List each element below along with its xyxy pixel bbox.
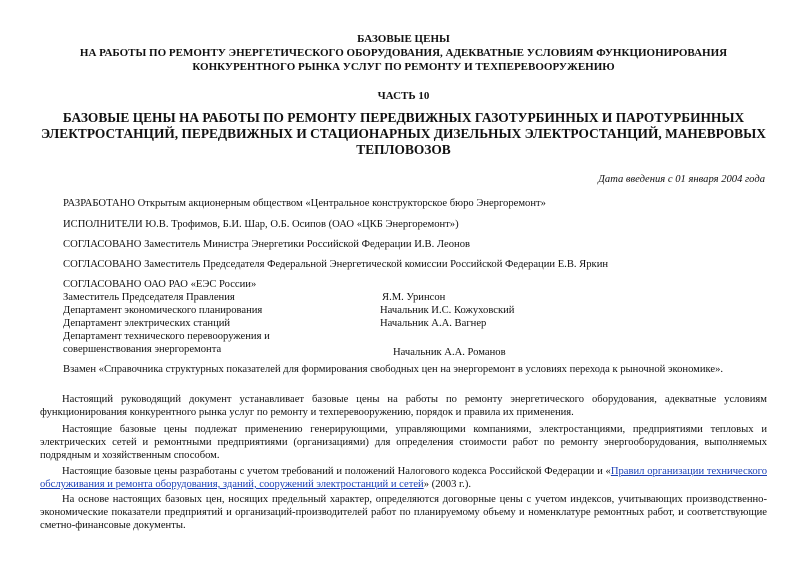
header-line-3: КОНКУРЕНТНОГО РЫНКА УСЛУГ ПО РЕМОНТУ И ТЕХПЕРЕВООРУЖЕНИЮ xyxy=(192,61,615,73)
signatory-role: Департамент электрических станций xyxy=(63,318,231,329)
agreed-fec: СОГЛАСОВАНО Заместитель Председателя Федеральной Энергетической комиссии Российской Федерации Е.В. Яркин xyxy=(63,259,609,270)
title-line-1: БАЗОВЫЕ ЦЕНЫ НА РАБОТЫ ПО РЕМОНТУ ПЕРЕДВИЖНЫХ ГАЗОТУРБИННЫХ И ПАРОТУРБИННЫХ xyxy=(62,110,745,125)
body-paragraph-3: Настоящие базовые цены разработаны с учетом требований и положений Налогового кодекса Российской Федерации и «Правил организации технического обслуживания и ремонта оборудования, зданий, сооружений электростанций и сетей» (2003 г.). xyxy=(40,466,767,490)
body-paragraph-4: На основе настоящих базовых цен, носящих предельный характер, определяются договорные цены с учетом индексов, учитывающих производственно-экономические показатели предприятий и организаций-производителей работ по планируемому объему и номенклатуре ремонтных работ, и соответствующие сметно-финансовые документы. xyxy=(40,494,767,531)
header-line-1: БАЗОВЫЕ ЦЕНЫ xyxy=(357,33,450,45)
introduction-date: Дата введения с 01 января 2004 года xyxy=(598,174,765,185)
signatory-role: Департамент технического перевооружения и xyxy=(63,331,270,342)
signatory-name: Начальник И.С. Кожуховский xyxy=(380,305,515,316)
agreed-rao: СОГЛАСОВАНО ОАО РАО «ЕЭС России» xyxy=(63,279,257,290)
agreed-ministry: СОГЛАСОВАНО Заместитель Министра Энергетики Российской Федерации И.В. Леонов xyxy=(63,239,470,250)
signatory-role: Департамент экономического планирования xyxy=(63,305,263,316)
title-line-2: ЭЛЕКТРОСТАНЦИЙ, ПЕРЕДВИЖНЫХ И СТАЦИОНАРНЫХ ДИЗЕЛЬНЫХ ЭЛЕКТРОСТАНЦИЙ, МАНЕВРОВЫХ xyxy=(41,126,766,141)
signatory-role: Заместитель Председателя Правления xyxy=(63,292,235,303)
body-paragraph-1: Настоящий руководящий документ устанавливает базовые цены на работы по ремонту энергетического оборудования, адекватные условиям функционирования конкурентного рынка услуг по ремонту и техперевооружению, порядок и правила их применения. xyxy=(40,394,767,418)
body-paragraph-2: Настоящие базовые цены подлежат применению генерирующими, управляющими компаниями, электростанциями, предприятиями тепловых и электрических сетей и ремонтными предприятиями (организациями) для определения стоимости работ по ремонту энергооборудования, выполняемых подрядным и хозяйственным способом. xyxy=(40,424,767,461)
part-number: ЧАСТЬ 10 xyxy=(377,90,430,102)
executors: ИСПОЛНИТЕЛИ Ю.В. Трофимов, Б.И. Шар, О.Б. Осипов (ОАО «ЦКБ Энергоремонт») xyxy=(63,219,459,230)
signatory-name: Начальник А.А. Романов xyxy=(393,347,506,358)
document-title xyxy=(40,110,767,158)
title-line-3: ТЕПЛОВОЗОВ xyxy=(356,142,451,157)
developed-by: РАЗРАБОТАНО Открытым акционерным обществом «Центральное конструкторское бюро Энергоремонт» xyxy=(63,198,546,209)
header-line-2: НА РАБОТЫ ПО РЕМОНТУ ЭНЕРГЕТИЧЕСКОГО ОБОРУДОВАНИЯ, АДЕКВАТНЫЕ УСЛОВИЯМ ФУНКЦИОНИРОВАНИЯ xyxy=(79,47,728,59)
rules-link[interactable]: Правил организации технического обслуживания и ремонта оборудования, зданий, сооружений электростанций и сетей xyxy=(40,466,767,490)
signatory-name: Начальник А.А. Вагнер xyxy=(380,318,487,329)
signatory-name: Я.М. Уринсон xyxy=(382,292,446,303)
signatory-role: совершенствования энергоремонта xyxy=(63,344,222,355)
replaces-note: Взамен «Справочника структурных показателей для формирования свободных цен на энергоремонт в условиях перехода к рыночной экономике». xyxy=(63,364,724,375)
